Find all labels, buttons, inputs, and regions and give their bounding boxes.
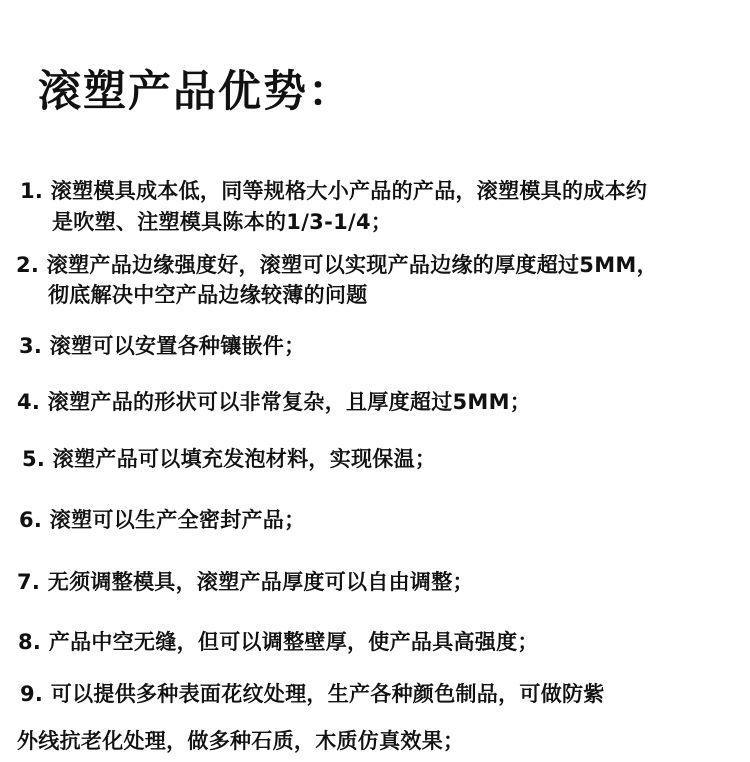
list-item-9-line-1: 9. 可以提供多种表面花纹处理，生产各种颜色制品，可做防紫 [20,682,605,706]
list-item-3: 3. 滚塑可以安置各种镶嵌件； [19,334,306,358]
list-item-1-line-1: 1. 滚塑模具成本低，同等规格大小产品的产品，滚塑模具的成本约 [20,179,648,203]
list-item-5: 5. 滚塑产品可以填充发泡材料，实现保温； [22,447,437,471]
page-title: 滚塑产品优势： [38,67,353,117]
list-item-7: 7. 无须调整模具，滚塑产品厚度可以自由调整； [17,570,474,594]
list-item-6: 6. 滚塑可以生产全密封产品； [19,508,306,532]
list-item-9-line-2: 外线抗老化处理，做多种石质，木质仿真效果； [17,729,465,753]
list-item-1-line-2: 是吹塑、注塑模具陈本的1/3-1/4； [52,210,393,234]
list-item-8: 8. 产品中空无缝，但可以调整壁厚，使产品具高强度； [18,630,539,654]
list-item-4: 4. 滚塑产品的形状可以非常复杂，且厚度超过5MM； [17,390,532,414]
list-item-2-line-1: 2. 滚塑产品边缘强度好，滚塑可以实现产品边缘的厚度超过5MM， [16,253,658,277]
list-item-2-line-2: 彻底解决中空产品边缘较薄的问题 [48,283,368,307]
